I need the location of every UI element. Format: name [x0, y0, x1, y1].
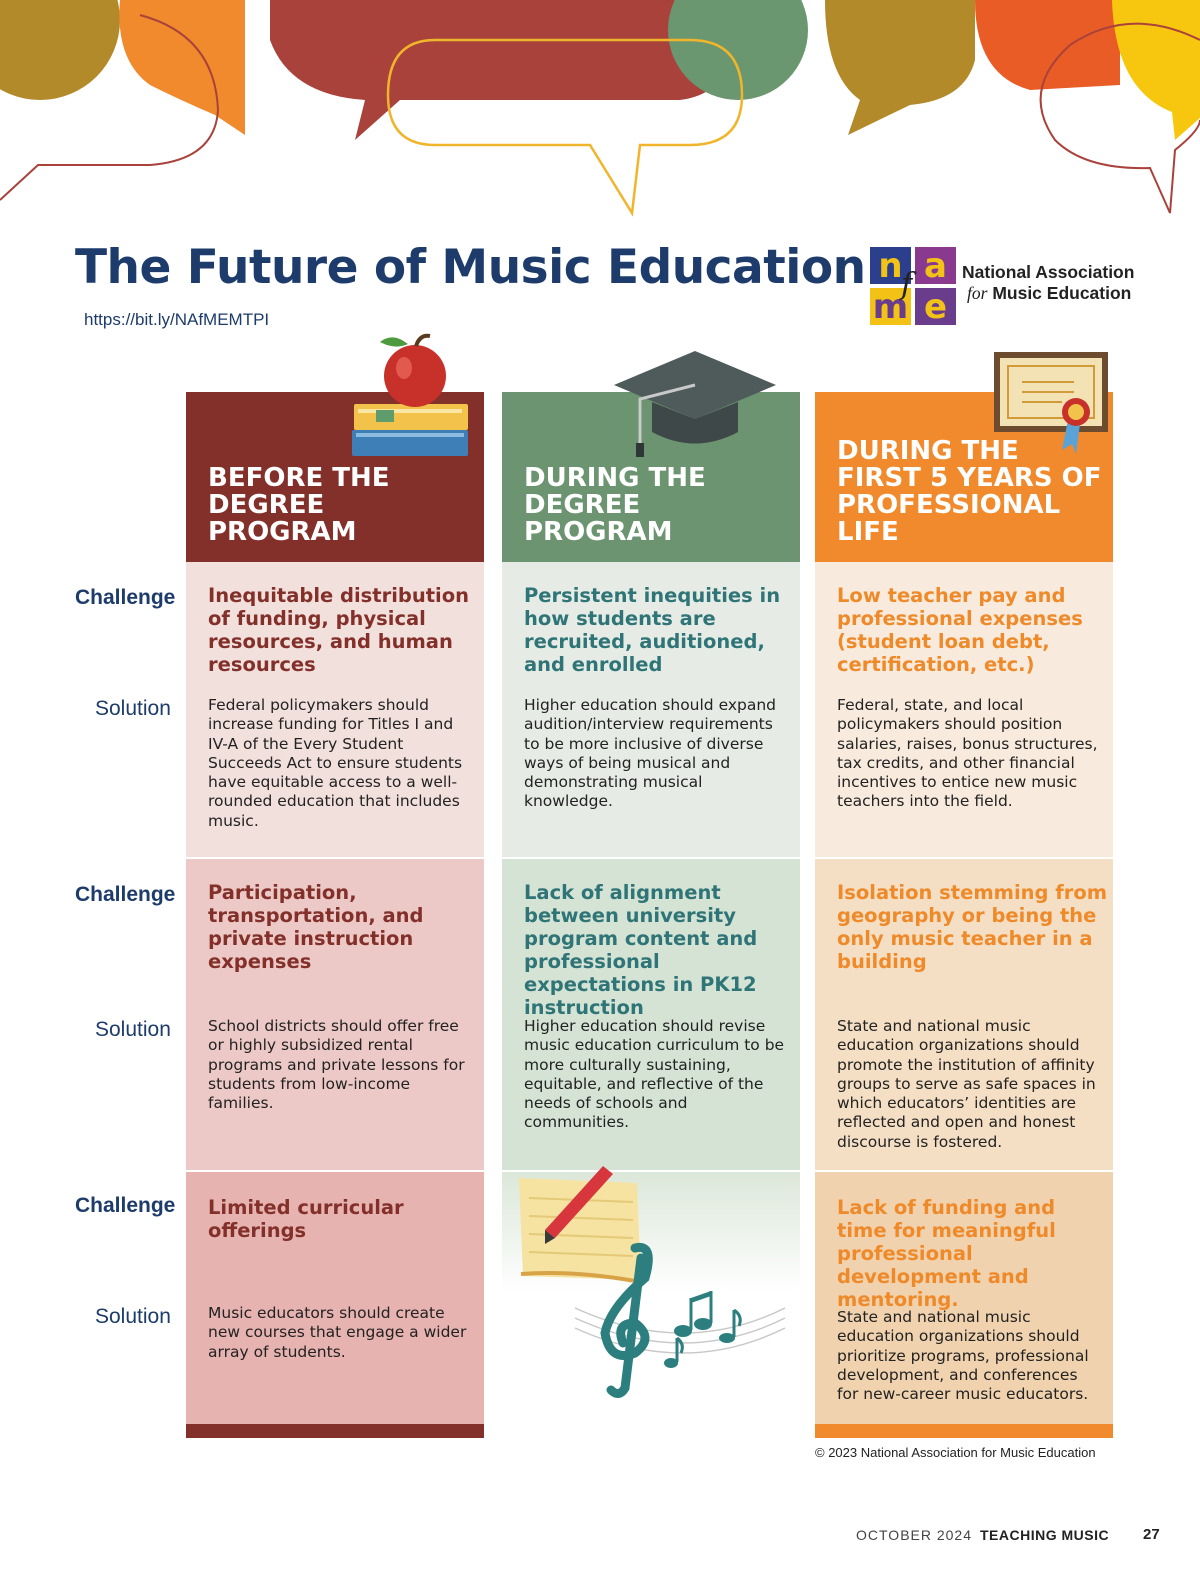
cell-before-row1	[186, 562, 484, 857]
bubble-olive-left	[0, 0, 120, 100]
row-label-solution-2: Solution	[95, 1018, 171, 1041]
challenge-text: Lack of funding and time for meaningful professional development and mentoring.	[837, 1196, 1056, 1311]
magazine-name: TEACHING MUSIC	[980, 1527, 1110, 1543]
challenge-text: Inequitable distribution of funding, physical resources, and human resources	[208, 584, 470, 676]
row-label-solution-3: Solution	[95, 1305, 171, 1328]
issue-date: OCTOBER 2024	[856, 1527, 973, 1543]
notebook-music-notes-icon	[515, 1158, 790, 1403]
logo-f: f	[901, 267, 913, 302]
cell-during-row2	[502, 859, 800, 1170]
cell-during-row1	[502, 562, 800, 857]
column-footer-bar	[186, 1424, 484, 1438]
graduation-cap-icon	[610, 347, 780, 457]
copyright: © 2023 National Association for Music Education	[815, 1445, 1096, 1460]
cell-before-row2	[186, 859, 484, 1170]
page-title: The Future of Music Education	[75, 240, 866, 295]
row-label-challenge-3: Challenge	[75, 1194, 176, 1217]
challenge-text: Participation, transportation, and private instruction expenses	[208, 881, 424, 973]
org-name-for: for	[967, 283, 988, 303]
page-number: 27	[1143, 1526, 1160, 1543]
column-heading: DURING THE FIRST 5 YEARS OF PROFESSIONAL LIFE	[837, 436, 1102, 547]
challenge-text: Isolation stemming from geography or being the only music teacher in a building	[837, 881, 1108, 973]
cell-first5-row1	[815, 562, 1113, 857]
org-name-line1: National Association	[962, 262, 1135, 282]
column-footer-bar	[815, 1424, 1113, 1438]
solution-text: Federal policymakers should increase funding for Titles I and IV-A of the Every Student Succeeds Act to ensure students have equitable access to a well-rounded education that includes music.	[208, 696, 463, 830]
org-name-music: Music Education	[992, 283, 1132, 303]
solution-text: Federal, state, and local policymakers should position salaries, raises, bonus structures, tax credits, and other financial incentives to entice new music teachers into the field.	[837, 696, 1098, 811]
column-before-degree	[186, 0, 484, 1440]
row-label-challenge-2: Challenge	[75, 883, 176, 906]
row-label-challenge-1: Challenge	[75, 586, 176, 609]
challenge-text: Lack of alignment between university program content and professional expectations in PK12 instruction	[524, 881, 758, 1019]
solution-text: Music educators should create new courses that engage a wider array of students.	[208, 1304, 467, 1361]
apple-books-icon	[350, 332, 475, 460]
solution-text: State and national music education organizations should prioritize programs, professional development, and conferences for new-career music educators.	[837, 1308, 1089, 1404]
logo-tile-a: a	[915, 247, 956, 284]
column-first-5-years	[815, 0, 1113, 1440]
solution-text: Higher education should revise music education curriculum to be more culturally sustaining, equitable, and reflective of the needs of schools and communities.	[524, 1017, 785, 1132]
challenge-text: Low teacher pay and professional expenses (student loan debt, certification, etc.)	[837, 584, 1083, 676]
solution-text: State and national music education organizations should promote the institution of affinity groups to serve as safe spaces in which educators’ identities are reflected and open and honest discourse is fostered.	[837, 1017, 1096, 1151]
cell-before-row3	[186, 1172, 484, 1424]
column-heading: BEFORE THE DEGREE PROGRAM	[208, 463, 390, 547]
solution-text: Higher education should expand audition/interview requirements to be more inclusive of diverse ways of being musical and demonstrating musical knowledge.	[524, 696, 777, 811]
cell-first5-row3	[815, 1172, 1113, 1424]
solution-text: School districts should offer free or highly subsidized rental programs and private lessons for students from low-income families.	[208, 1017, 465, 1113]
certificate-icon	[992, 350, 1110, 465]
bubble-yellow-right	[1112, 0, 1200, 140]
column-heading: DURING THE DEGREE PROGRAM	[524, 463, 706, 547]
cell-first5-row2	[815, 859, 1113, 1170]
challenge-text: Limited curricular offerings	[208, 1196, 404, 1242]
logo-tile-m: m	[870, 288, 911, 325]
row-label-solution-1: Solution	[95, 697, 171, 720]
source-url[interactable]: https://bit.ly/NAfMEMTPI	[84, 310, 270, 329]
logo-tile-n: n	[870, 247, 911, 284]
logo-tile-e: e	[915, 288, 956, 325]
challenge-text: Persistent inequities in how students are recruited, auditioned, and enrolled	[524, 584, 781, 676]
